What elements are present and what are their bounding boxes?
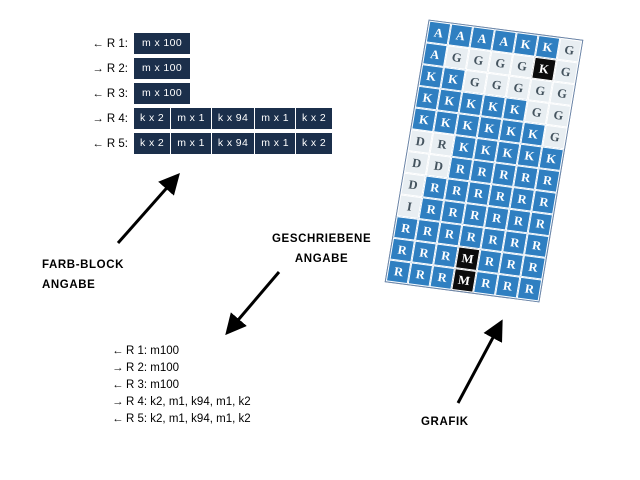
chart-cell: R (484, 206, 509, 231)
color-block-row (62, 134, 333, 153)
chart-cell: G (462, 70, 487, 95)
caption-geschriebene-line2: ANGABE (294, 253, 349, 265)
chart-cell: K (502, 97, 527, 122)
chart-cell: G (528, 78, 553, 103)
chart-cell: R (495, 274, 520, 299)
chart-cell: K (415, 86, 440, 111)
chart-cell: G (524, 100, 549, 125)
color-block: m x 100 (134, 83, 190, 105)
color-block: k x 2 (134, 133, 170, 155)
chart-cell: A (448, 24, 473, 49)
knitting-chart-grid (385, 20, 584, 303)
written-notation-text: R 4: k2, m1, k94, m1, k2 (126, 396, 251, 408)
color-block-group (134, 133, 333, 155)
chart-cell: K (535, 35, 560, 60)
caption-geschriebene-angabe (272, 229, 371, 269)
chart-cell: R (520, 255, 545, 280)
chart-cell: R (411, 241, 436, 266)
chart-cell: G (488, 51, 513, 76)
chart-cell: G (466, 48, 491, 73)
chart-cell: R (448, 157, 473, 182)
written-notation-line (112, 379, 251, 396)
color-block-group (134, 58, 191, 80)
chart-cell: G (509, 54, 534, 79)
chart-cell: R (524, 233, 549, 258)
arrow-farb-block (118, 182, 172, 243)
chart-cell: R (393, 216, 418, 241)
chart-cell: A (491, 29, 516, 54)
chart-cell: R (429, 265, 454, 290)
written-notation-line (112, 396, 251, 413)
written-notation-list (112, 345, 251, 430)
chart-cell: D (426, 154, 451, 179)
chart-cell: G (542, 125, 567, 150)
color-block-row (62, 34, 333, 53)
color-block: m x 1 (171, 133, 211, 155)
chart-cell: R (429, 132, 454, 157)
chart-cell: R (462, 203, 487, 228)
chart-cell: R (389, 238, 414, 263)
arrow-grafik (458, 330, 497, 403)
chart-cell: K (455, 113, 480, 138)
color-block-row-label: ← R 3: (92, 87, 128, 100)
color-block-notation-list (62, 34, 333, 159)
color-block-row-label: ← R 5: (92, 137, 128, 150)
color-block-group (134, 83, 191, 105)
knitting-chart (393, 18, 598, 338)
chart-cell: R (408, 262, 433, 287)
color-block: m x 1 (255, 133, 295, 155)
written-notation-line (112, 362, 251, 379)
chart-cell: G (546, 103, 571, 128)
chart-cell: A (426, 21, 451, 46)
chart-cell: R (433, 244, 458, 269)
color-block-group (134, 108, 333, 130)
chart-cell: M (451, 268, 476, 293)
chart-cell: D (404, 151, 429, 176)
chart-cell: R (491, 162, 516, 187)
caption-grafik-label: GRAFIK (421, 416, 469, 428)
color-block: k x 2 (296, 108, 332, 130)
chart-cell: R (419, 197, 444, 222)
chart-cell: D (400, 173, 425, 198)
written-notation-text: R 2: m100 (126, 362, 180, 374)
chart-cell: M (455, 246, 480, 271)
color-block: m x 1 (171, 108, 211, 130)
color-block: k x 94 (212, 108, 254, 130)
chart-cell: K (451, 135, 476, 160)
color-block-row (62, 59, 333, 78)
chart-cell: R (502, 230, 527, 255)
arrow-geschriebene (233, 272, 279, 326)
direction-arrow-icon: ← (112, 379, 124, 391)
chart-cell: R (499, 252, 524, 277)
chart-cell: R (386, 260, 411, 285)
chart-cell: K (480, 94, 505, 119)
chart-cell: K (459, 92, 484, 117)
chart-cell: D (408, 129, 433, 154)
color-block: m x 1 (255, 108, 295, 130)
chart-cell: R (477, 249, 502, 274)
chart-cell: K (517, 144, 542, 169)
chart-cell: I (397, 194, 422, 219)
chart-cell: R (444, 178, 469, 203)
chart-cell: R (437, 222, 462, 247)
chart-cell: G (557, 38, 582, 63)
chart-cell: K (477, 116, 502, 141)
chart-cell: R (528, 212, 553, 237)
chart-cell: R (469, 160, 494, 185)
chart-cell: R (509, 187, 534, 212)
caption-geschriebene-line1: GESCHRIEBENE (272, 233, 372, 245)
color-block-row-label: ← R 1: (92, 37, 128, 50)
chart-cell: R (517, 277, 542, 302)
direction-arrow-icon: → (112, 396, 124, 408)
caption-farb-block (42, 255, 124, 295)
chart-cell: K (411, 108, 436, 133)
chart-cell: K (440, 67, 465, 92)
chart-cell: K (539, 146, 564, 171)
chart-cell: K (531, 57, 556, 82)
color-block: m x 100 (134, 33, 190, 55)
chart-cell: R (466, 181, 491, 206)
chart-cell: K (499, 119, 524, 144)
caption-grafik (421, 412, 469, 432)
chart-cell: G (553, 60, 578, 85)
direction-arrow-icon: ← (112, 345, 124, 357)
chart-cell: R (473, 271, 498, 296)
chart-cell: K (513, 32, 538, 57)
caption-farb-block-line2: ANGABE (42, 279, 96, 291)
chart-cell: K (433, 110, 458, 135)
color-block: k x 94 (212, 133, 254, 155)
direction-arrow-icon: → (112, 362, 124, 374)
chart-cell: R (480, 228, 505, 253)
written-notation-text: R 5: k2, m1, k94, m1, k2 (126, 413, 251, 425)
chart-cell: R (459, 225, 484, 250)
color-block-row-label: → R 2: (92, 62, 128, 75)
written-notation-text: R 3: m100 (126, 379, 180, 391)
chart-cell: R (422, 176, 447, 201)
chart-cell: R (535, 168, 560, 193)
color-block-group (134, 33, 191, 55)
chart-cell: K (495, 141, 520, 166)
caption-farb-block-line1: FARB-BLOCK (42, 259, 125, 271)
written-notation-line (112, 345, 251, 362)
chart-cell: G (484, 73, 509, 98)
chart-cell: K (419, 64, 444, 89)
chart-cell: R (506, 209, 531, 234)
direction-arrow-icon: ← (112, 413, 124, 425)
chart-cell: K (437, 89, 462, 114)
written-notation-line (112, 413, 251, 430)
chart-cell: G (506, 76, 531, 101)
chart-cell: R (488, 184, 513, 209)
color-block-row-label: → R 4: (92, 112, 128, 125)
chart-cell: A (469, 26, 494, 51)
chart-cell: R (531, 190, 556, 215)
chart-cell: G (549, 81, 574, 106)
chart-cell: R (440, 200, 465, 225)
color-block: m x 100 (134, 58, 190, 80)
chart-cell: G (444, 45, 469, 70)
chart-cell: R (415, 219, 440, 244)
chart-cell: A (422, 42, 447, 67)
chart-cell: K (473, 138, 498, 163)
color-block-row (62, 84, 333, 103)
color-block-row (62, 109, 333, 128)
chart-cell: R (513, 165, 538, 190)
color-block: k x 2 (134, 108, 170, 130)
chart-cell: K (520, 122, 545, 147)
written-notation-text: R 1: m100 (126, 345, 180, 357)
color-block: k x 2 (296, 133, 332, 155)
